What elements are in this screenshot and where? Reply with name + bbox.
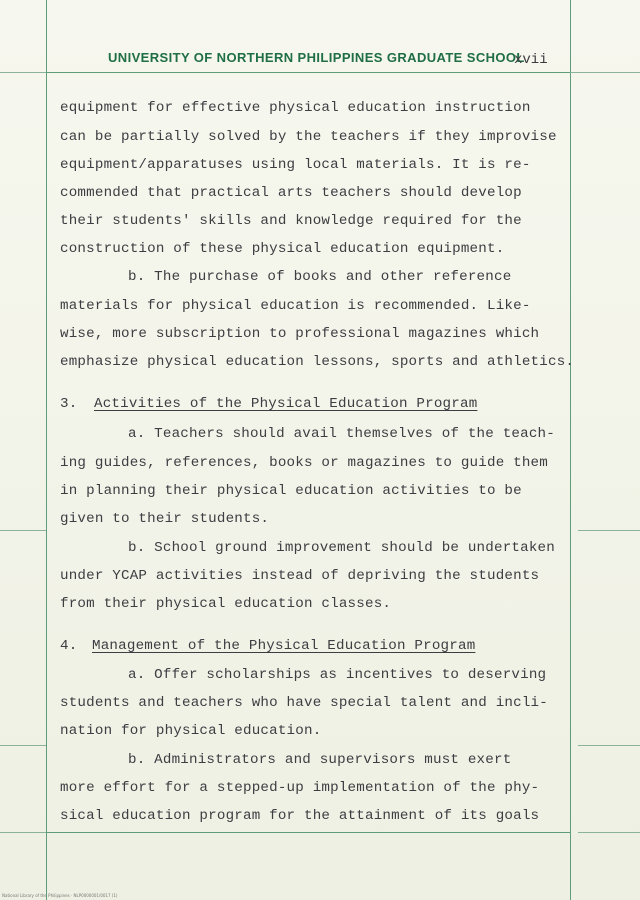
footer-rule <box>46 832 570 833</box>
section-number: 4. <box>60 638 78 654</box>
text-line: b. Administrators and supervisors must exert <box>128 752 512 768</box>
text-line: a. Teachers should avail themselves of the teach- <box>128 426 555 442</box>
scan-footer-note: National Library of the Philippines · NLP0000001/0017 (1) <box>2 893 118 898</box>
text-line: nation for physical education. <box>60 723 322 739</box>
left-margin-rule <box>46 0 47 900</box>
text-line: more effort for a stepped-up implementation of the phy- <box>60 780 540 796</box>
section-number: 3. <box>60 396 78 412</box>
margin-tick <box>570 72 640 73</box>
text-line: equipment for effective physical education instruction <box>60 100 531 116</box>
margin-tick <box>0 72 46 73</box>
text-line: in planning their physical education activities to be <box>60 483 522 499</box>
text-line: construction of these physical education equipment. <box>60 241 505 257</box>
text-line: a. Offer scholarships as incentives to deserving <box>128 667 547 683</box>
text-line: given to their students. <box>60 511 270 527</box>
text-line: b. School ground improvement should be undertaken <box>128 540 555 556</box>
page-number: xvii <box>514 52 548 68</box>
section-heading: Activities of the Physical Education Program <box>94 396 478 412</box>
margin-tick <box>0 530 46 531</box>
margin-tick <box>0 745 46 746</box>
text-line: can be partially solved by the teachers if they improvise <box>60 129 557 145</box>
text-line: equipment/apparatuses using local materials. It is re- <box>60 157 531 173</box>
text-line: emphasize physical education lessons, sports and athletics. <box>60 354 575 370</box>
text-line: wise, more subscription to professional magazines which <box>60 326 540 342</box>
header-rule <box>46 72 570 73</box>
margin-tick <box>578 745 640 746</box>
text-line: their students' skills and knowledge required for the <box>60 213 522 229</box>
margin-tick <box>578 832 640 833</box>
right-margin-rule <box>570 0 571 900</box>
text-line: b. The purchase of books and other reference <box>128 269 512 285</box>
text-line: materials for physical education is recommended. Like- <box>60 298 531 314</box>
letterhead-title: UNIVERSITY OF NORTHERN PHILIPPINES GRADUATE SCHOOL <box>108 50 525 65</box>
section-heading: Management of the Physical Education Program <box>92 638 476 654</box>
text-line: ing guides, references, books or magazines to guide them <box>60 455 548 471</box>
margin-tick <box>578 530 640 531</box>
text-line: sical education program for the attainment of its goals <box>60 808 540 824</box>
text-line: commended that practical arts teachers should develop <box>60 185 522 201</box>
text-line: from their physical education classes. <box>60 596 392 612</box>
text-line: students and teachers who have special talent and incli- <box>60 695 548 711</box>
margin-tick <box>0 832 46 833</box>
text-line: under YCAP activities instead of depriving the students <box>60 568 540 584</box>
